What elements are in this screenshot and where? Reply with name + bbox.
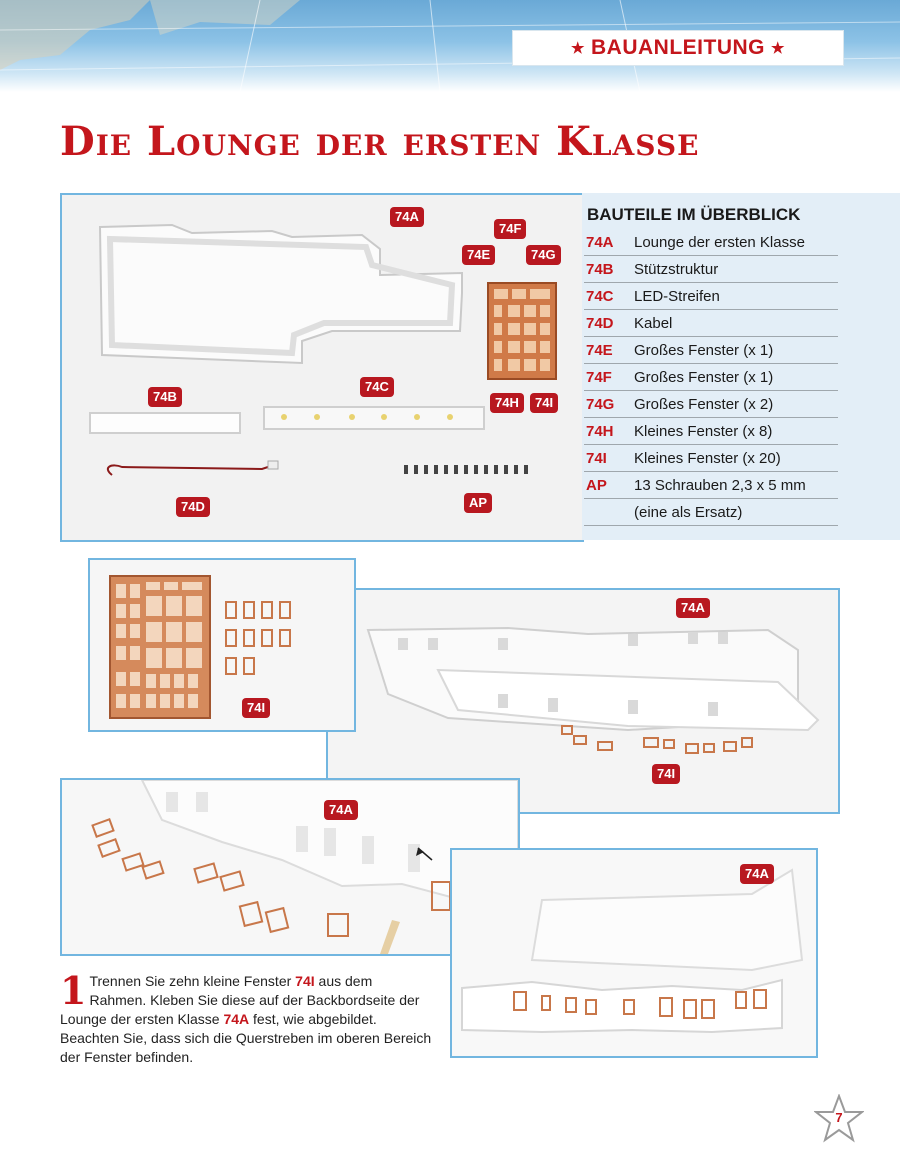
cable bbox=[108, 465, 274, 475]
part-code: AP bbox=[584, 472, 632, 499]
page-number: 7 bbox=[835, 1110, 843, 1125]
label-74d: 74D bbox=[176, 497, 210, 517]
part-code: 74B bbox=[584, 256, 632, 283]
parts-row bbox=[584, 256, 838, 283]
part-name: LED-Streifen bbox=[632, 283, 838, 310]
step-ref-74i: 74I bbox=[295, 973, 315, 989]
label-74a: 74A bbox=[740, 864, 774, 884]
label-74i: 74I bbox=[530, 393, 558, 413]
label-74a: 74A bbox=[324, 800, 358, 820]
part-code: 74F bbox=[584, 364, 632, 391]
parts-row bbox=[584, 418, 838, 445]
part-code: 74D bbox=[584, 310, 632, 337]
step-ref-74a: 74A bbox=[223, 1011, 250, 1027]
part-code: 74H bbox=[584, 418, 632, 445]
label-74e: 74E bbox=[462, 245, 495, 265]
label-74f: 74F bbox=[494, 219, 526, 239]
window-sprue-photo bbox=[88, 558, 356, 732]
parts-illustration bbox=[62, 195, 582, 540]
part-name: Stützstruktur bbox=[632, 256, 838, 283]
section-tag bbox=[512, 30, 844, 66]
support-structure bbox=[90, 413, 240, 433]
part-name: 13 Schrauben 2,3 x 5 mm bbox=[632, 472, 838, 499]
part-code: 74E bbox=[584, 337, 632, 364]
section-label: BAUANLEITUNG bbox=[591, 36, 765, 59]
label-74g: 74G bbox=[526, 245, 561, 265]
label-74h: 74H bbox=[490, 393, 524, 413]
part-code bbox=[584, 499, 632, 526]
part-code: 74C bbox=[584, 283, 632, 310]
parts-row bbox=[584, 499, 838, 526]
parts-row bbox=[584, 229, 838, 256]
parts-overview-photo bbox=[60, 193, 584, 542]
window-sprue-illustration bbox=[90, 560, 354, 730]
parts-row bbox=[584, 283, 838, 310]
step-number: 1 bbox=[60, 968, 87, 1013]
label-74c: 74C bbox=[360, 377, 394, 397]
part-code: 74G bbox=[584, 391, 632, 418]
parts-row bbox=[584, 391, 838, 418]
parts-row bbox=[584, 337, 838, 364]
label-ap: AP bbox=[464, 493, 492, 513]
part-name: Lounge der ersten Klasse bbox=[632, 229, 838, 256]
label-74i: 74I bbox=[242, 698, 270, 718]
page-number-star bbox=[814, 1094, 864, 1144]
step-instruction bbox=[60, 968, 432, 1067]
parts-row bbox=[584, 445, 838, 472]
parts-table bbox=[584, 229, 838, 526]
part-name: Großes Fenster (x 1) bbox=[632, 337, 838, 364]
part-note: (eine als Ersatz) bbox=[632, 499, 838, 526]
part-code: 74I bbox=[584, 445, 632, 472]
part-name: Kabel bbox=[632, 310, 838, 337]
part-name: Großes Fenster (x 2) bbox=[632, 391, 838, 418]
page-title: Die Lounge der ersten Klasse bbox=[60, 118, 700, 165]
step-text-2: aus dem Rahmen. Kleben Sie diese auf der Backbordseite der Lounge der ersten Klasse bbox=[60, 973, 420, 1027]
step-text-1: Trennen Sie zehn kleine Fenster bbox=[89, 973, 296, 989]
step-text-3: fest, wie abgebildet. Beachten Sie, dass sich die Querstreben im oberen Bereich der Fenster befinden. bbox=[60, 1011, 432, 1065]
star-icon: ★ bbox=[571, 40, 585, 57]
part-name: Kleines Fenster (x 20) bbox=[632, 445, 838, 472]
parts-heading: BAUTEILE IM ÜBERBLICK bbox=[587, 205, 801, 224]
part-name: Kleines Fenster (x 8) bbox=[632, 418, 838, 445]
parts-row bbox=[584, 310, 838, 337]
part-name: Großes Fenster (x 1) bbox=[632, 364, 838, 391]
label-74i: 74I bbox=[652, 764, 680, 784]
header-map-banner bbox=[0, 0, 900, 92]
label-74a: 74A bbox=[676, 598, 710, 618]
label-74b: 74B bbox=[148, 387, 182, 407]
label-74a: 74A bbox=[390, 207, 424, 227]
star-icon: ★ bbox=[771, 40, 785, 57]
part-code: 74A bbox=[584, 229, 632, 256]
parts-row bbox=[584, 364, 838, 391]
finished-side-photo bbox=[450, 848, 818, 1058]
parts-list-box bbox=[582, 193, 900, 540]
parts-row bbox=[584, 472, 838, 499]
